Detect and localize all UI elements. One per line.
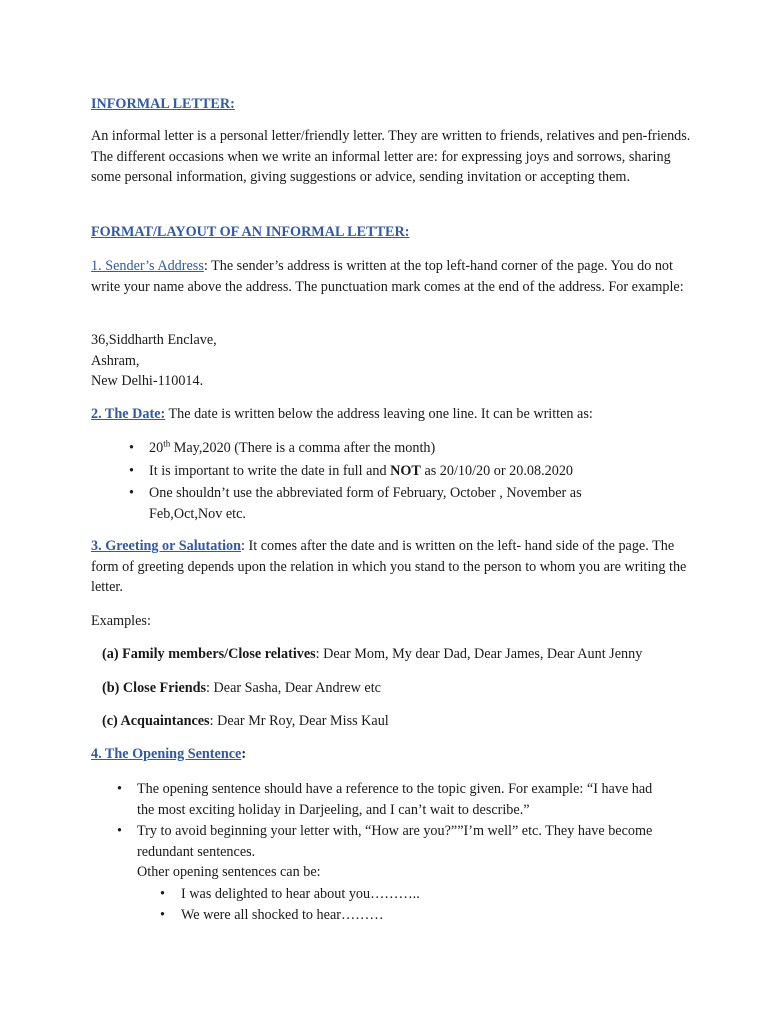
bullet-icon: • — [117, 823, 122, 839]
opening-sentence-heading — [91, 744, 691, 765]
colon: : — [241, 746, 247, 762]
bullet-icon: • — [129, 440, 134, 456]
example-friends — [102, 678, 702, 699]
bullet-text: It is important to write the date in full and — [149, 462, 391, 479]
example-text: : Dear Mr Roy, Dear Miss Kaul — [209, 713, 389, 729]
greeting-text: : It comes after the date and is written on the left- hand side of the page. The form of greeting depends upon the relation in which you stand to the person to whom you are writing the letter. — [91, 538, 687, 595]
greeting-paragraph — [91, 536, 691, 598]
bullet-icon: • — [117, 781, 122, 797]
senders-address-label: 1. Sender’s Address — [91, 258, 204, 274]
list-item — [91, 905, 651, 926]
bullet-icon: • — [160, 906, 165, 923]
list-item — [91, 884, 651, 905]
bullet-icon: • — [160, 886, 165, 902]
example-text: : Dear Sasha, Dear Andrew etc — [206, 680, 381, 696]
opening-bullet-list — [91, 779, 671, 862]
bullet-text: as 20/10/20 or 20.08.2020 — [420, 462, 574, 479]
list-item — [91, 779, 671, 820]
other-opening-label: Other opening sentences can be: — [137, 864, 321, 880]
bullet-text: One shouldn’t use the abbreviated form of February, October , November as Feb,Oct,Nov etc. — [149, 485, 582, 522]
senders-address-text: : The sender’s address is written at the top left-hand corner of the page. You do not write your name above the address. The punctuation mark comes at the end of the address. For example: — [91, 258, 684, 295]
bullet-text: Try to avoid beginning your letter with, “How are you?””I’m well” etc. They have become redundant sentences. — [137, 823, 653, 860]
bullet-text: We were all shocked to hear……… — [181, 906, 384, 923]
list-item — [91, 483, 651, 524]
examples-label: Examples: — [91, 613, 151, 629]
other-opening-list — [91, 884, 651, 925]
intro-paragraph: An informal letter is a personal letter/friendly letter. They are written to friends, relatives and pen-friends. The different occasions when we write an informal letter are: for expressing joys and sorrows, sharing some personal information, giving suggestions or advice, sending invitation or accepting them. — [91, 128, 691, 185]
superscript: th — [163, 438, 171, 449]
bold-text: NOT — [390, 462, 421, 479]
opening-sentence-label: 4. The Opening Sentence — [91, 746, 242, 762]
example-acquaintances — [102, 711, 702, 732]
example-address — [91, 330, 691, 392]
bullet-icon: • — [129, 462, 134, 479]
example-family — [102, 644, 702, 665]
date-paragraph — [91, 404, 691, 425]
bullet-text: 20 — [149, 440, 164, 456]
example-label: (c) Acquaintances — [102, 713, 210, 729]
example-text: : Dear Mom, My dear Dad, Dear James, Dear Aunt Jenny — [315, 646, 643, 662]
list-item — [91, 821, 671, 862]
page-title: INFORMAL LETTER: — [91, 96, 235, 112]
greeting-label: 3. Greeting or Salutation — [91, 538, 242, 554]
date-label: 2. The Date: — [91, 406, 166, 422]
address-line: Ashram, — [91, 352, 140, 369]
address-line: New Delhi-110014. — [91, 373, 204, 389]
list-item — [91, 438, 651, 459]
date-bullet-list — [91, 438, 651, 524]
senders-address-paragraph — [91, 256, 691, 297]
format-heading: FORMAT/LAYOUT OF AN INFORMAL LETTER: — [91, 224, 410, 240]
bullet-text: The opening sentence should have a reference to the topic given. For example: “I have had the most exciting holiday in Darjeeling, and I can’t wait to describe.” — [137, 781, 653, 818]
address-line: 36,Siddharth Enclave, — [91, 332, 217, 348]
date-text: The date is written below the address leaving one line. It can be written as: — [165, 406, 593, 422]
bullet-icon: • — [129, 485, 134, 501]
bullet-text: May,2020 (There is a comma after the month) — [170, 440, 436, 456]
bullet-text: I was delighted to hear about you……….. — [181, 886, 420, 902]
example-label: (b) Close Friends — [102, 680, 207, 696]
example-label: (a) Family members/Close relatives — [102, 646, 316, 662]
list-item — [91, 461, 651, 482]
